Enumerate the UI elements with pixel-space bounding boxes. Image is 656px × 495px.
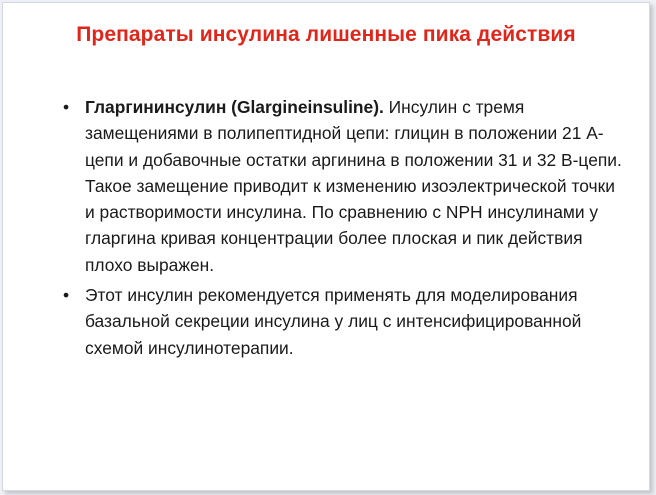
bullet-item-1 [63, 94, 623, 278]
bullet-1-bold-term: Гларгининсулин (Glargineinsuline). [85, 97, 384, 117]
bullet-2-text: Этот инсулин рекомендуется применять для моделирования базальной секреции инсулина у лиц с интенсифицированной схемой инсулинотерапии. [85, 285, 582, 358]
slide-title: Препараты инсулина лишенные пика действия [76, 23, 576, 46]
bullet-item-2 [63, 282, 623, 361]
bullet-icon: • [63, 285, 70, 306]
bullet-icon: • [63, 97, 70, 117]
bullet-1-text: Инсулин с тремя замещениями в полипептидной цепи: глицин в положении 21 А-цепи и добавочные остатки аргинина в положении 31 и 32 В-цепи. Такое замещение приводит к изменению изоэлектрической точки и растворимости инсулина. По сравнению с NPH инсулинами у гларгина кривая концентрации более плоская и пик действия плохо выражен. [85, 97, 622, 275]
slide [2, 2, 650, 491]
bullet-list [63, 94, 623, 365]
